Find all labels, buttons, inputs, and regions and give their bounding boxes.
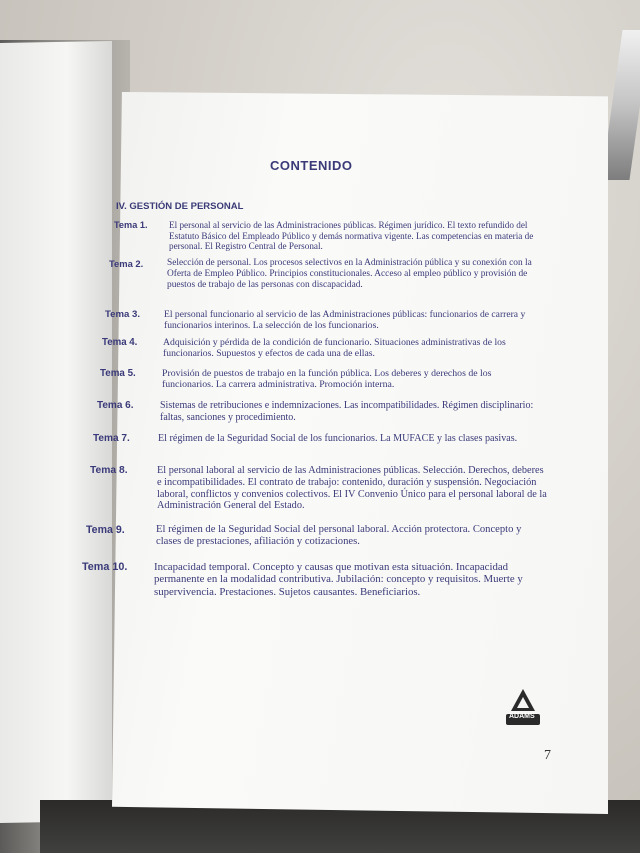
left-page-edge: [0, 41, 112, 823]
page-title: CONTENIDO: [270, 158, 353, 173]
tema-text: Adquisición y pérdida de la condición de funcionario. Situaciones administrativas de los funcionarios. Supuestos y efectos de cada una de ellas.: [163, 337, 506, 360]
tema-item: [109, 258, 541, 290]
tema-label: Tema 9.: [86, 524, 125, 536]
tema-label: Tema 7.: [93, 433, 130, 444]
tema-label: Tema 1.: [114, 220, 148, 230]
tema-label: Tema 2.: [109, 258, 144, 269]
tema-label: Tema 8.: [90, 465, 128, 476]
tema-text: El régimen de la Seguridad Social del personal laboral. Acción protectora. Concepto y clases de prestaciones, afiliación y cotizaciones.: [156, 524, 522, 548]
tema-item: [114, 220, 539, 252]
tema-text: Provisión de puestos de trabajo en la función pública. Los deberes y derechos de los funcionarios. La carrera administrativa. Promoción interna.: [162, 368, 492, 391]
page-number: 7: [544, 748, 551, 763]
section-heading: IV. GESTIÓN DE PERSONAL: [116, 201, 244, 212]
tema-text: El régimen de la Seguridad Social de los funcionarios. La MUFACE y las clases pasivas.: [158, 433, 518, 444]
tema-text: El personal funcionario al servicio de las Administraciones públicas: funcionarios de carrera y funcionarios interinos. La selección de los funcionarios.: [164, 309, 526, 332]
tema-text: Incapacidad temporal. Concepto y causas que motivan esta situación. Incapacidad permanente en la modalidad contributiva. Jubilación: concepto y requisitos. Muerte y supervivencia. Prestaciones. Sujetos causantes. Beneficiarios.: [154, 561, 523, 598]
logo-text: ADAMS: [509, 713, 535, 720]
tema-item: [86, 524, 548, 548]
tema-label: Tema 4.: [102, 337, 138, 348]
page-content: [82, 92, 608, 814]
adams-logo: [505, 687, 541, 729]
tema-item: [105, 309, 543, 331]
tema-item: [90, 465, 548, 512]
tema-item: [100, 368, 545, 391]
tema-text: El personal laboral al servicio de las Administraciones públicas. Selección. Derechos, deberes e incompatibilidades. El contrato de trabajo: contenido, duración y suspensión. Negociación laboral, conflictos y convenios colectivos. El IV Convenio Único para el personal laboral de la Administración General del Estado.: [157, 465, 547, 512]
tema-label: Tema 6.: [97, 400, 134, 411]
tema-text: Sistemas de retribuciones e indemnizaciones. Las incompatibilidades. Régimen disciplinario: faltas, sanciones y procedimiento.: [160, 400, 534, 423]
tema-item: [82, 561, 548, 598]
tema-item: [102, 337, 544, 359]
tema-item: [93, 433, 547, 445]
tema-label: Tema 10.: [82, 561, 128, 573]
tema-text: Selección de personal. Los procesos selectivos en la Administración pública y su conexión con la Oferta de Empleo Público. Principios constitucionales. Acceso al empleo público y provisión de puestos de trabajo de las personas con discapacidad.: [167, 258, 532, 290]
tema-text: El personal al servicio de las Administraciones públicas. Régimen jurídico. El texto refundido del Estatuto Básico del Empleado Público y demás normativa vigente. Las competencias en materia de personal. El Registro Central de Personal.: [169, 220, 534, 252]
tema-label: Tema 5.: [100, 368, 136, 379]
tema-item: [97, 400, 546, 423]
tema-label: Tema 3.: [105, 309, 141, 320]
